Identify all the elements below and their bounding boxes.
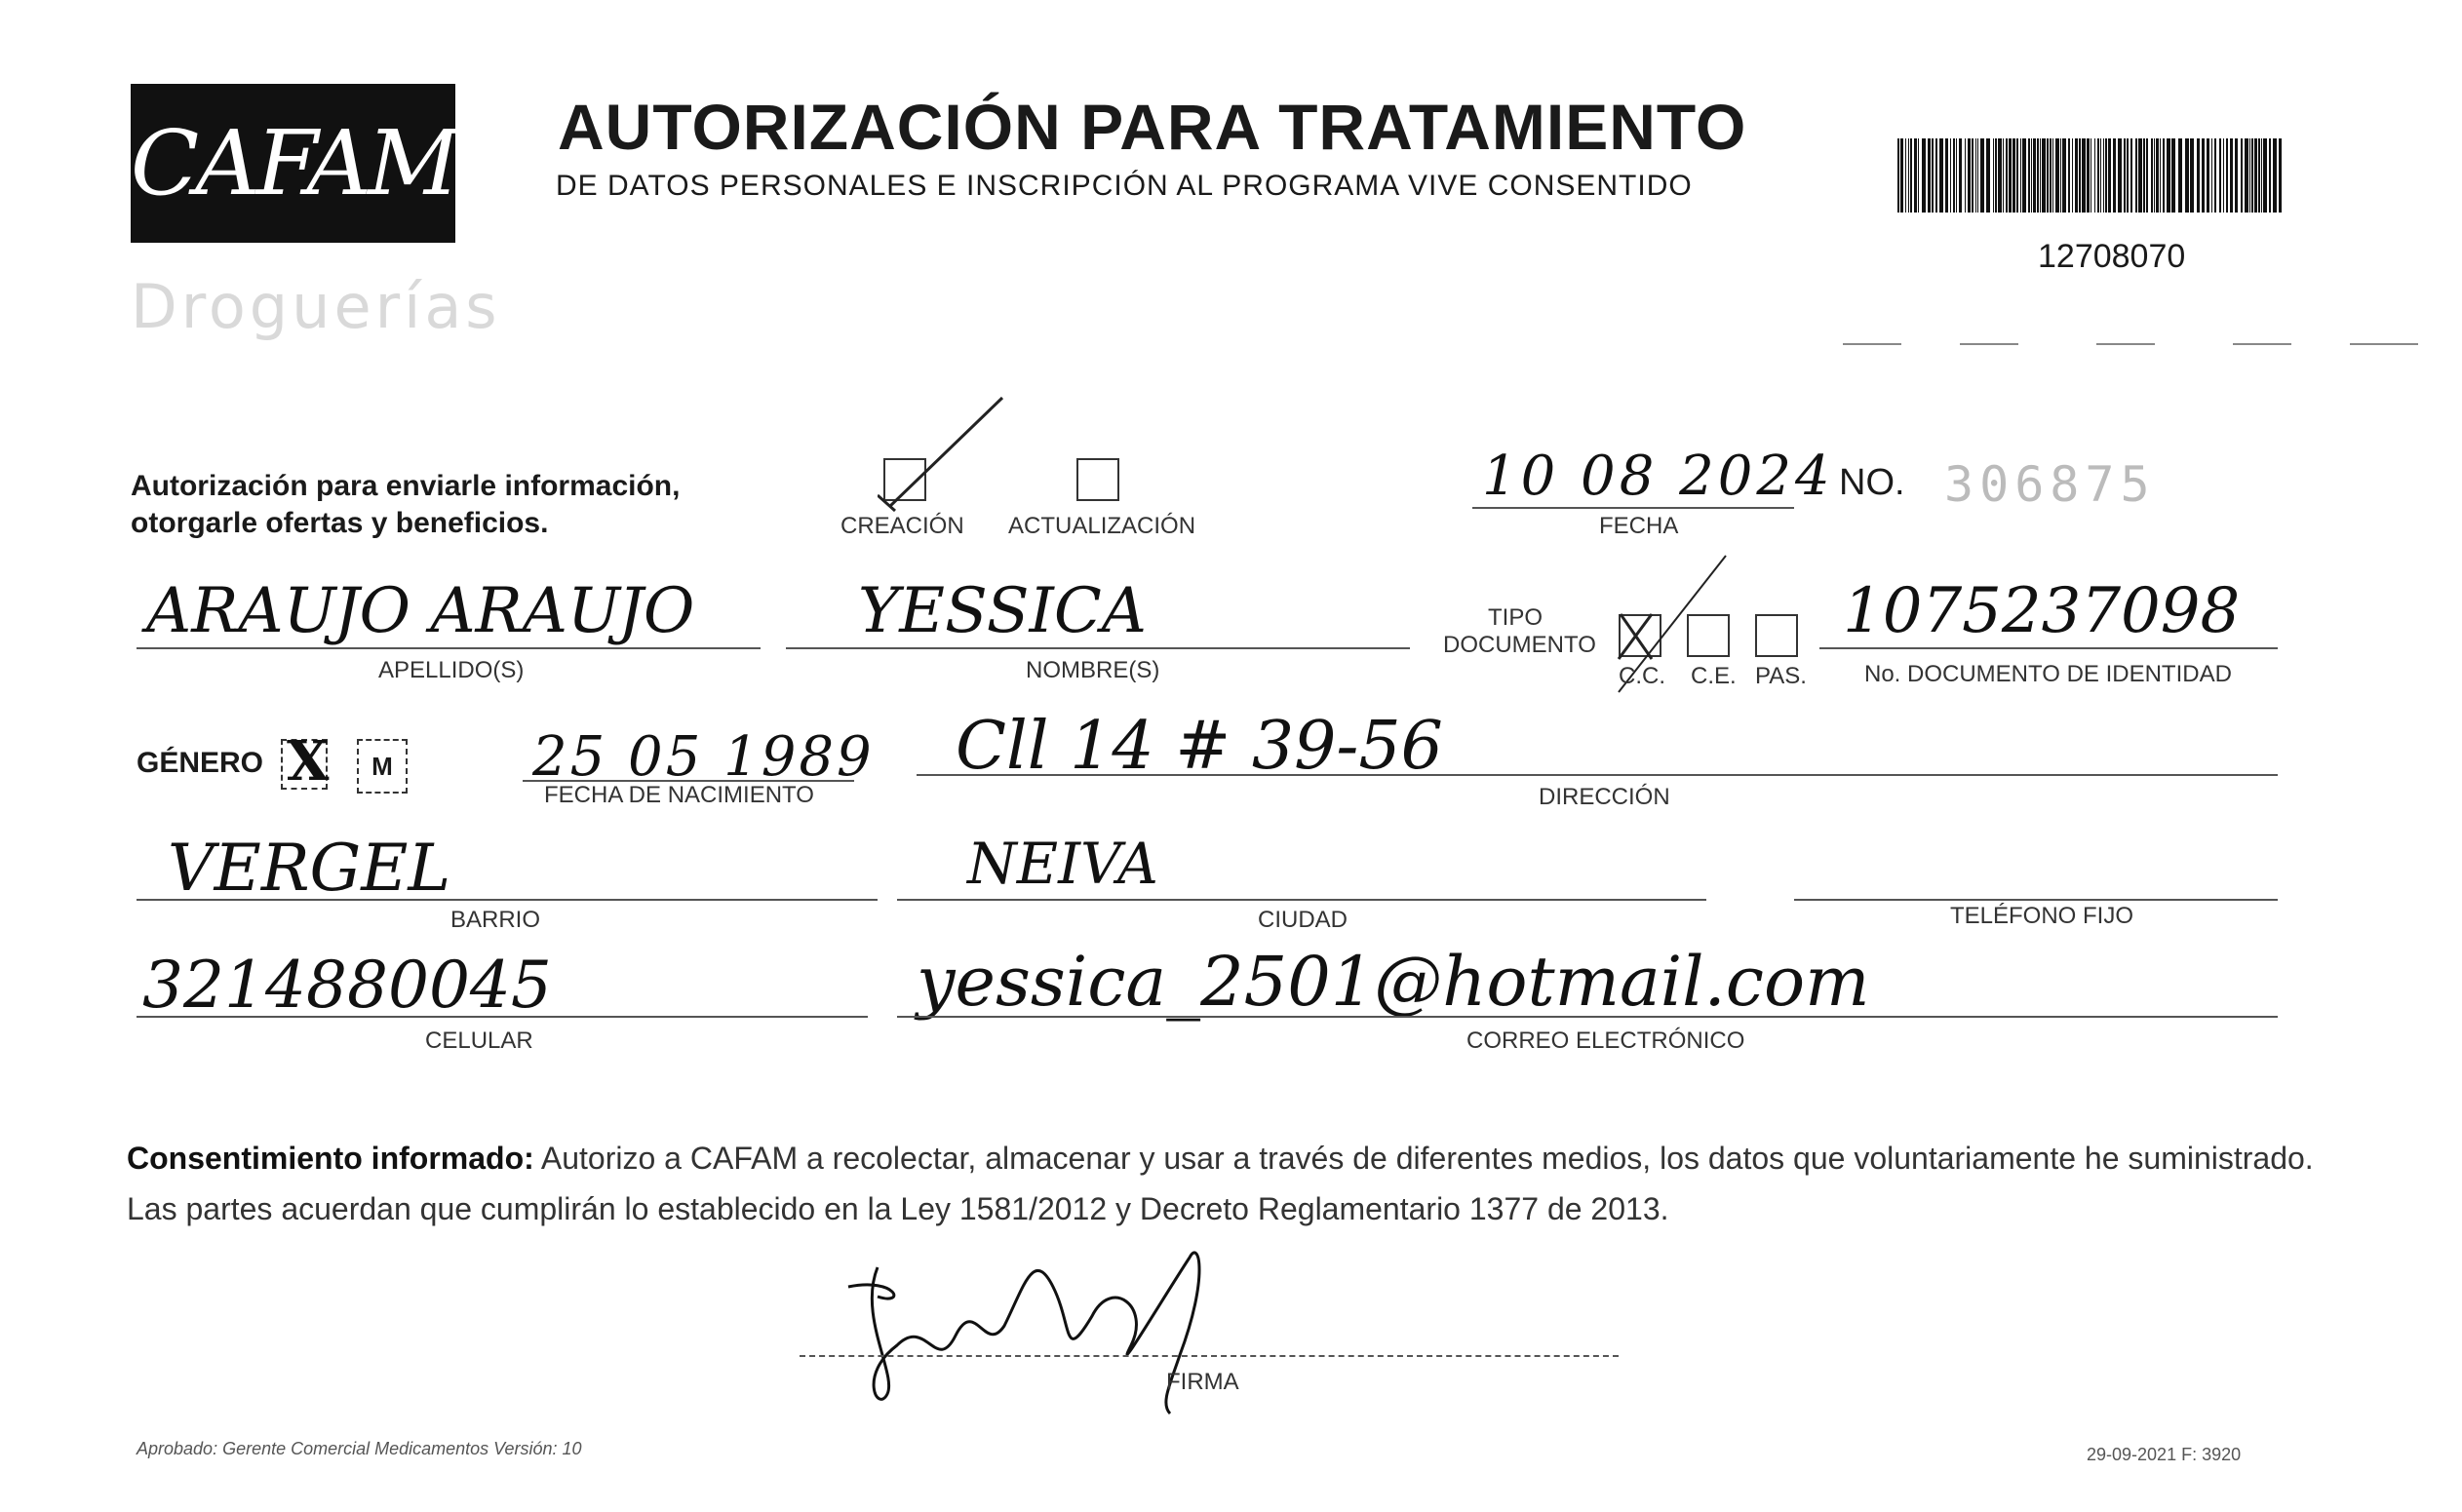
consent-line-1 <box>127 1133 2340 1183</box>
apellidos-value[interactable]: ARAUJO ARAUJO <box>146 575 695 647</box>
apellidos-line <box>137 647 761 649</box>
ciudad-label: CIUDAD <box>1258 907 1348 933</box>
check-mark <box>878 390 1014 517</box>
barcode-number: 12708070 <box>2038 238 2186 275</box>
consent-line-2: Las partes acuerdan que cumplirán lo establecido en la Ley 1581/2012 y Decreto Reglamentario 1377 de 2013. <box>127 1191 1669 1226</box>
direccion-line <box>917 774 2278 776</box>
ce-label: C.E. <box>1691 663 1737 689</box>
creacion-label: CREACIÓN <box>840 513 964 539</box>
ciudad-value[interactable]: NEIVA <box>967 831 1158 897</box>
tipo-documento-label-2: DOCUMENTO <box>1443 632 1596 658</box>
divider <box>2350 343 2418 345</box>
numero-label: NO. <box>1839 462 1905 503</box>
nombres-label: NOMBRE(S) <box>1026 657 1160 683</box>
barcode-image <box>1897 138 2287 213</box>
documento-label: No. DOCUMENTO DE IDENTIDAD <box>1864 661 2232 687</box>
correo-line <box>897 1016 2278 1018</box>
intro-line-1: Autorización para enviarle información, <box>131 470 681 502</box>
barrio-line <box>137 899 878 901</box>
footer-date-code: 29-09-2021 F: 3920 <box>2087 1445 2242 1464</box>
divider <box>2096 343 2155 345</box>
genero-m-checkbox[interactable]: M <box>357 739 408 794</box>
barrio-label: BARRIO <box>450 907 541 933</box>
direccion-value[interactable]: Cll 14 # 39-56 <box>956 708 1443 785</box>
celular-label: CELULAR <box>425 1027 533 1054</box>
divider <box>1960 343 2018 345</box>
divider <box>2233 343 2291 345</box>
documento-line <box>1819 647 2278 649</box>
nombres-value[interactable]: YESSICA <box>858 575 1147 647</box>
ce-checkbox[interactable] <box>1687 614 1730 657</box>
intro-line-2: otorgarle ofertas y beneficios. <box>131 507 549 539</box>
cc-label: C.C. <box>1619 663 1665 689</box>
apellidos-label: APELLIDO(S) <box>378 657 525 683</box>
fecha-nacimiento-label: FECHA DE NACIMIENTO <box>544 782 814 808</box>
cafam-logo: CAFAM <box>131 84 455 243</box>
telefono-fijo-line <box>1794 899 2278 901</box>
consent-paragraph <box>127 1133 2340 1234</box>
barrio-value[interactable]: VERGEL <box>168 831 451 906</box>
celular-line <box>137 1016 868 1018</box>
nombres-line <box>786 647 1410 649</box>
consent-text-1: Autorizo a CAFAM a recolectar, almacenar y usar a través de diferentes medios, los datos que voluntariamente he suministrado. <box>533 1141 2314 1176</box>
genero-f-mark: X <box>287 729 330 794</box>
intro-text <box>131 468 680 542</box>
firma-label: FIRMA <box>1166 1369 1239 1395</box>
drogerias-logo-text: Droguerías <box>131 271 501 342</box>
divider <box>1843 343 1901 345</box>
ciudad-line <box>897 899 1706 901</box>
genero-label: GÉNERO <box>137 747 264 779</box>
fecha-label: FECHA <box>1599 513 1679 539</box>
correo-label: CORREO ELECTRÓNICO <box>1466 1027 1745 1054</box>
numero-value: 306875 <box>1944 456 2156 513</box>
correo-value[interactable]: yessica_2501@hotmail.com <box>917 942 1870 1022</box>
form-subtitle: DE DATOS PERSONALES E INSCRIPCIÓN AL PROGRAMA VIVE CONSENTIDO <box>556 170 1693 202</box>
fecha-value[interactable]: 10 08 2024 <box>1482 445 1834 508</box>
celular-value[interactable]: 3214880045 <box>142 948 552 1023</box>
tipo-documento-label-1: TIPO <box>1488 604 1544 631</box>
pas-checkbox[interactable] <box>1755 614 1798 657</box>
form-title: AUTORIZACIÓN PARA TRATAMIENTO <box>558 91 1747 163</box>
firma-line <box>800 1355 1619 1357</box>
fecha-line <box>1472 507 1794 509</box>
actualizacion-label: ACTUALIZACIÓN <box>1008 513 1196 539</box>
documento-value[interactable]: 1075237098 <box>1843 575 2241 647</box>
pas-label: PAS. <box>1755 663 1807 689</box>
direccion-label: DIRECCIÓN <box>1539 784 1670 810</box>
fecha-nacimiento-value[interactable]: 25 05 1989 <box>532 725 875 789</box>
telefono-fijo-label: TELÉFONO FIJO <box>1950 903 2134 929</box>
actualizacion-checkbox[interactable] <box>1076 458 1119 501</box>
footer-approval: Aprobado: Gerente Comercial Medicamentos Versión: 10 <box>137 1439 582 1458</box>
consent-heading: Consentimiento informado: <box>127 1141 534 1176</box>
